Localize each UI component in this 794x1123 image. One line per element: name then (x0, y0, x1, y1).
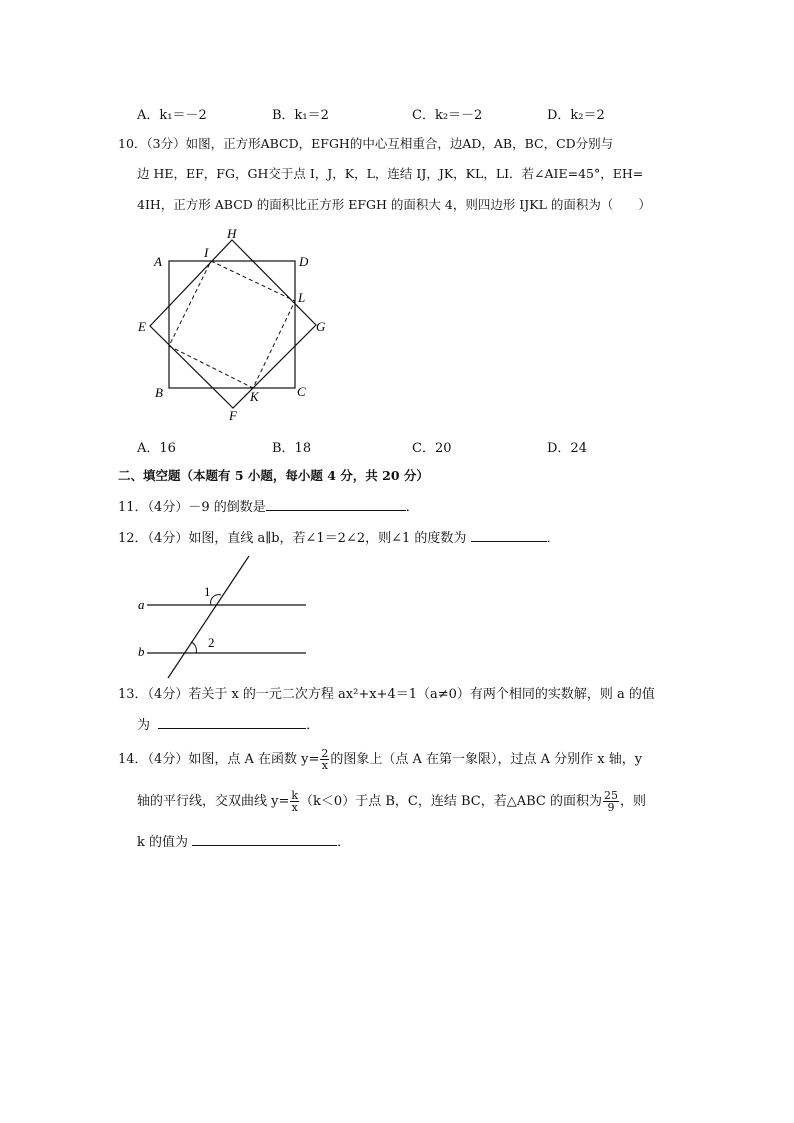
label-angle-2: 2 (208, 635, 215, 650)
q10-line1: 10．（3分）如图，正方形ABCD，EFGH的中心互相重合，边AD，AB，BC，CD分别与 (118, 136, 614, 151)
label-e: E (138, 319, 146, 334)
label-d: D (299, 254, 309, 269)
label-i: I (204, 245, 209, 260)
label-b: b (138, 644, 145, 659)
fraction-k-over-x: $\frac{k}{x}$ (291, 789, 299, 814)
q12-answer-blank[interactable] (471, 529, 547, 542)
q14-text: k 的值为 (137, 835, 189, 850)
q12 (118, 529, 560, 548)
label-l: L (298, 290, 306, 305)
section-title: 二、填空题（本题有 5 小题，每小题 4 分，共 20 分） (118, 468, 429, 483)
q13-text: 为 (137, 718, 151, 733)
q10-option-d: D．24 (547, 441, 587, 456)
label-f: F (229, 408, 237, 423)
square-abcd (169, 261, 295, 388)
q11-answer-blank[interactable] (266, 498, 406, 511)
label-a: A (154, 254, 162, 269)
q14-line2c: ，则 (619, 794, 646, 809)
q14-line3 (137, 833, 350, 852)
q14-line2a: 轴的平行线，交双曲线 y= (137, 794, 290, 809)
q12-figure (130, 550, 315, 680)
q11 (118, 498, 419, 517)
label-c: C (297, 384, 306, 399)
q9-option-a: A．k₁＝－2 (137, 108, 207, 123)
label-a: a (138, 597, 145, 612)
q9-option-c: C．k₂＝－2 (412, 108, 483, 123)
q12-text: 12．（4分）如图，直线 a∥b，若∠1＝2∠2，则∠1 的度数为 (118, 531, 467, 546)
q9-option-d: D．k₂＝2 (547, 108, 605, 123)
q14-end: ． (337, 835, 351, 850)
label-b: B (155, 385, 163, 400)
q13-answer-blank[interactable] (158, 716, 306, 729)
label-angle-1: 1 (204, 584, 211, 599)
q14-line2 (137, 790, 646, 814)
q14-answer-blank[interactable] (192, 833, 337, 846)
q10-option-b: B．18 (272, 441, 312, 456)
q14-part1: 14．（4分）如图，点 A 在函数 y= (118, 752, 320, 767)
fraction-25-over-9: $\frac{25}{9}$ (603, 789, 618, 814)
quad-ijkl (169, 261, 295, 388)
q11-text: 11．（4分）－9 的倒数是 (118, 500, 266, 515)
q10-figure (130, 222, 340, 427)
label-g: G (316, 319, 326, 334)
label-k: K (250, 389, 259, 404)
angle-2-arc (191, 642, 196, 653)
transversal (168, 556, 249, 678)
q13-line2 (137, 716, 319, 735)
q14-line2b: （k＜0）于点 B，C，连结 BC，若△ABC 的面积为 (300, 794, 602, 809)
q14-line1 (118, 748, 642, 772)
q13-end: ． (306, 718, 320, 733)
label-h: H (227, 226, 237, 241)
q10-option-c: C．20 (412, 441, 452, 456)
q11-end: ． (405, 500, 419, 515)
q10-line3: 4IH，正方形 ABCD 的面积比正方形 EFGH 的面积大 4，则四边形 IJKL 的面积为（ ） (137, 197, 651, 212)
q13-line1: 13．（4分）若关于 x 的一元二次方程 ax²+x+4＝1（a≠0）有两个相同的实数解，则 a 的值 (118, 687, 655, 702)
q9-option-b: B．k₁＝2 (272, 108, 329, 123)
q12-end: ． (546, 531, 560, 546)
q10-option-a: A．16 (137, 441, 176, 456)
square-efgh (150, 240, 316, 408)
fraction-2-over-x: $\frac{2}{x}$ (321, 747, 329, 772)
q14-part2: 的图象上（点 A 在第一象限），过点 A 分别作 x 轴，y (330, 752, 643, 767)
q10-line2: 边 HE，EF，FG，GH交于点 I，J，K，L，连结 IJ，JK，KL，LI．若∠AIE=45°，EH= (137, 166, 644, 181)
